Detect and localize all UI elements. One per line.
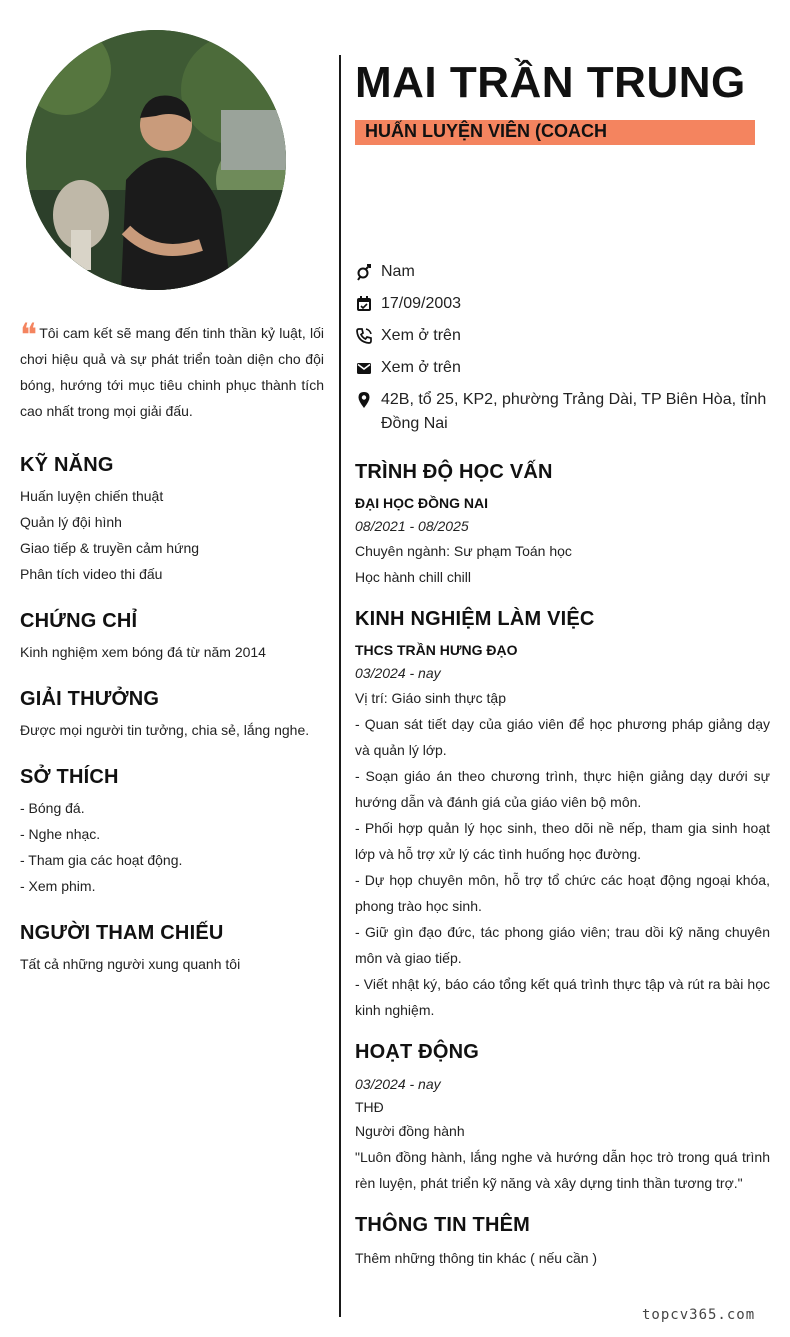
profile-photo bbox=[26, 30, 286, 290]
skills-title: KỸ NĂNG bbox=[20, 454, 114, 476]
duty-item: - Soạn giáo án theo chương trình, thực hiện giảng dạy dưới sự hướng dẫn và đánh giá của giáo viên bộ môn. bbox=[355, 768, 770, 810]
certificates-section bbox=[20, 610, 324, 665]
duty-item: - Dự họp chuyên môn, hỗ trợ tổ chức các hoạt động ngoại khóa, phong trào học sinh. bbox=[355, 872, 770, 914]
watermark: topcv365.com bbox=[642, 1307, 756, 1323]
email-row bbox=[355, 356, 770, 380]
awards-section bbox=[20, 688, 324, 743]
company-name: THCS TRẦN HƯNG ĐẠO bbox=[355, 642, 518, 658]
position-title: HUẤN LUYỆN VIÊN (COACH bbox=[365, 121, 608, 141]
full-name: MAI TRẦN TRUNG bbox=[355, 58, 746, 107]
birthday-value: 17/09/2003 bbox=[381, 295, 462, 312]
calendar-icon bbox=[355, 295, 373, 313]
activities-title: HOẠT ĐỘNG bbox=[355, 1041, 480, 1063]
mail-icon bbox=[355, 359, 373, 377]
email-value: Xem ở trên bbox=[381, 359, 461, 376]
hobbies-section bbox=[20, 766, 324, 899]
education-major: Chuyên ngành: Sư phạm Toán học bbox=[355, 543, 572, 559]
activities-section bbox=[355, 1041, 770, 1196]
education-note: Học hành chill chill bbox=[355, 569, 471, 585]
duty-item: - Quan sát tiết dạy của giáo viên để học phương pháp giảng dạy và quản lý lớp. bbox=[355, 716, 770, 758]
extra-info-title: THÔNG TIN THÊM bbox=[355, 1214, 531, 1236]
duty-item: - Giữ gìn đạo đức, tác phong giáo viên; trau dồi kỹ năng chuyên môn và giao tiếp. bbox=[355, 924, 770, 966]
education-section bbox=[355, 461, 770, 590]
photo-illustration bbox=[26, 30, 286, 290]
objective-text: Tôi cam kết sẽ mang đến tinh thần kỷ luật, lối chơi hiệu quả và sự phát triển toàn diện cho đội bóng, hướng tới mục tiêu chinh phục thành tích cao nhất trong mọi giải đấu. bbox=[20, 325, 324, 419]
skill-item: Giao tiếp & truyền cảm hứng bbox=[20, 540, 200, 556]
education-title: TRÌNH ĐỘ HỌC VẤN bbox=[355, 461, 553, 483]
certificates-title: CHỨNG CHỈ bbox=[20, 610, 138, 632]
extra-info-section bbox=[355, 1214, 770, 1271]
hobby-item: - Xem phim. bbox=[20, 878, 96, 894]
career-objective bbox=[20, 316, 324, 424]
references-section bbox=[20, 922, 324, 977]
quote-icon: ❝ bbox=[20, 316, 38, 354]
gender-row bbox=[355, 260, 770, 284]
experience-period: 03/2024 - nay bbox=[355, 665, 441, 681]
position-banner bbox=[355, 120, 755, 145]
award-item: Được mọi người tin tưởng, chia sẻ, lắng nghe. bbox=[20, 722, 310, 738]
birthday-row bbox=[355, 292, 770, 316]
phone-value: Xem ở trên bbox=[381, 327, 461, 344]
duty-item: - Phối hợp quản lý học sinh, theo dõi nề nếp, tham gia sinh hoạt lớp và hỗ trợ xử lý các tình huống học đường. bbox=[355, 820, 770, 862]
location-icon bbox=[355, 391, 373, 409]
phone-row bbox=[355, 324, 770, 348]
phone-icon bbox=[355, 327, 373, 345]
address-row bbox=[355, 388, 770, 436]
experience-title: KINH NGHIỆM LÀM VIỆC bbox=[355, 608, 595, 630]
skill-item: Huấn luyện chiến thuật bbox=[20, 488, 164, 504]
skill-item: Quản lý đội hình bbox=[20, 514, 122, 530]
education-period: 08/2021 - 08/2025 bbox=[355, 518, 469, 534]
reference-item: Tất cả những người xung quanh tôi bbox=[20, 956, 241, 972]
hobby-item: - Nghe nhạc. bbox=[20, 826, 101, 842]
references-title: NGƯỜI THAM CHIẾU bbox=[20, 922, 224, 944]
hobby-item: - Bóng đá. bbox=[20, 800, 85, 816]
activity-description: "Luôn đồng hành, lắng nghe và hướng dẫn học trò trong quá trình rèn luyện, phát triển kỹ năng và xây dựng tinh thần tương trợ." bbox=[355, 1149, 770, 1191]
hobbies-title: SỞ THÍCH bbox=[20, 766, 119, 788]
address-value: 42B, tổ 25, KP2, phường Trảng Dài, TP Biên Hòa, tỉnh Đồng Nai bbox=[381, 391, 767, 432]
skill-item: Phân tích video thi đấu bbox=[20, 566, 163, 582]
experience-section bbox=[355, 608, 770, 1023]
activity-role: Người đồng hành bbox=[355, 1123, 465, 1139]
gender-value: Nam bbox=[381, 263, 415, 280]
activity-org: THĐ bbox=[355, 1099, 384, 1115]
awards-title: GIẢI THƯỞNG bbox=[20, 688, 160, 710]
certificate-item: Kinh nghiệm xem bóng đá từ năm 2014 bbox=[20, 644, 266, 660]
extra-info-text: Thêm những thông tin khác ( nếu cần ) bbox=[355, 1250, 598, 1266]
hobby-item: - Tham gia các hoạt động. bbox=[20, 852, 183, 868]
column-divider bbox=[339, 55, 341, 1317]
activity-period: 03/2024 - nay bbox=[355, 1076, 441, 1092]
school-name: ĐẠI HỌC ĐỒNG NAI bbox=[355, 495, 488, 511]
duty-item: - Viết nhật ký, báo cáo tổng kết quá trình thực tập và rút ra bài học kinh nghiệm. bbox=[355, 976, 770, 1018]
experience-role: Vị trí: Giáo sinh thực tập bbox=[355, 690, 506, 706]
gender-icon bbox=[355, 263, 373, 281]
skills-section bbox=[20, 454, 324, 587]
